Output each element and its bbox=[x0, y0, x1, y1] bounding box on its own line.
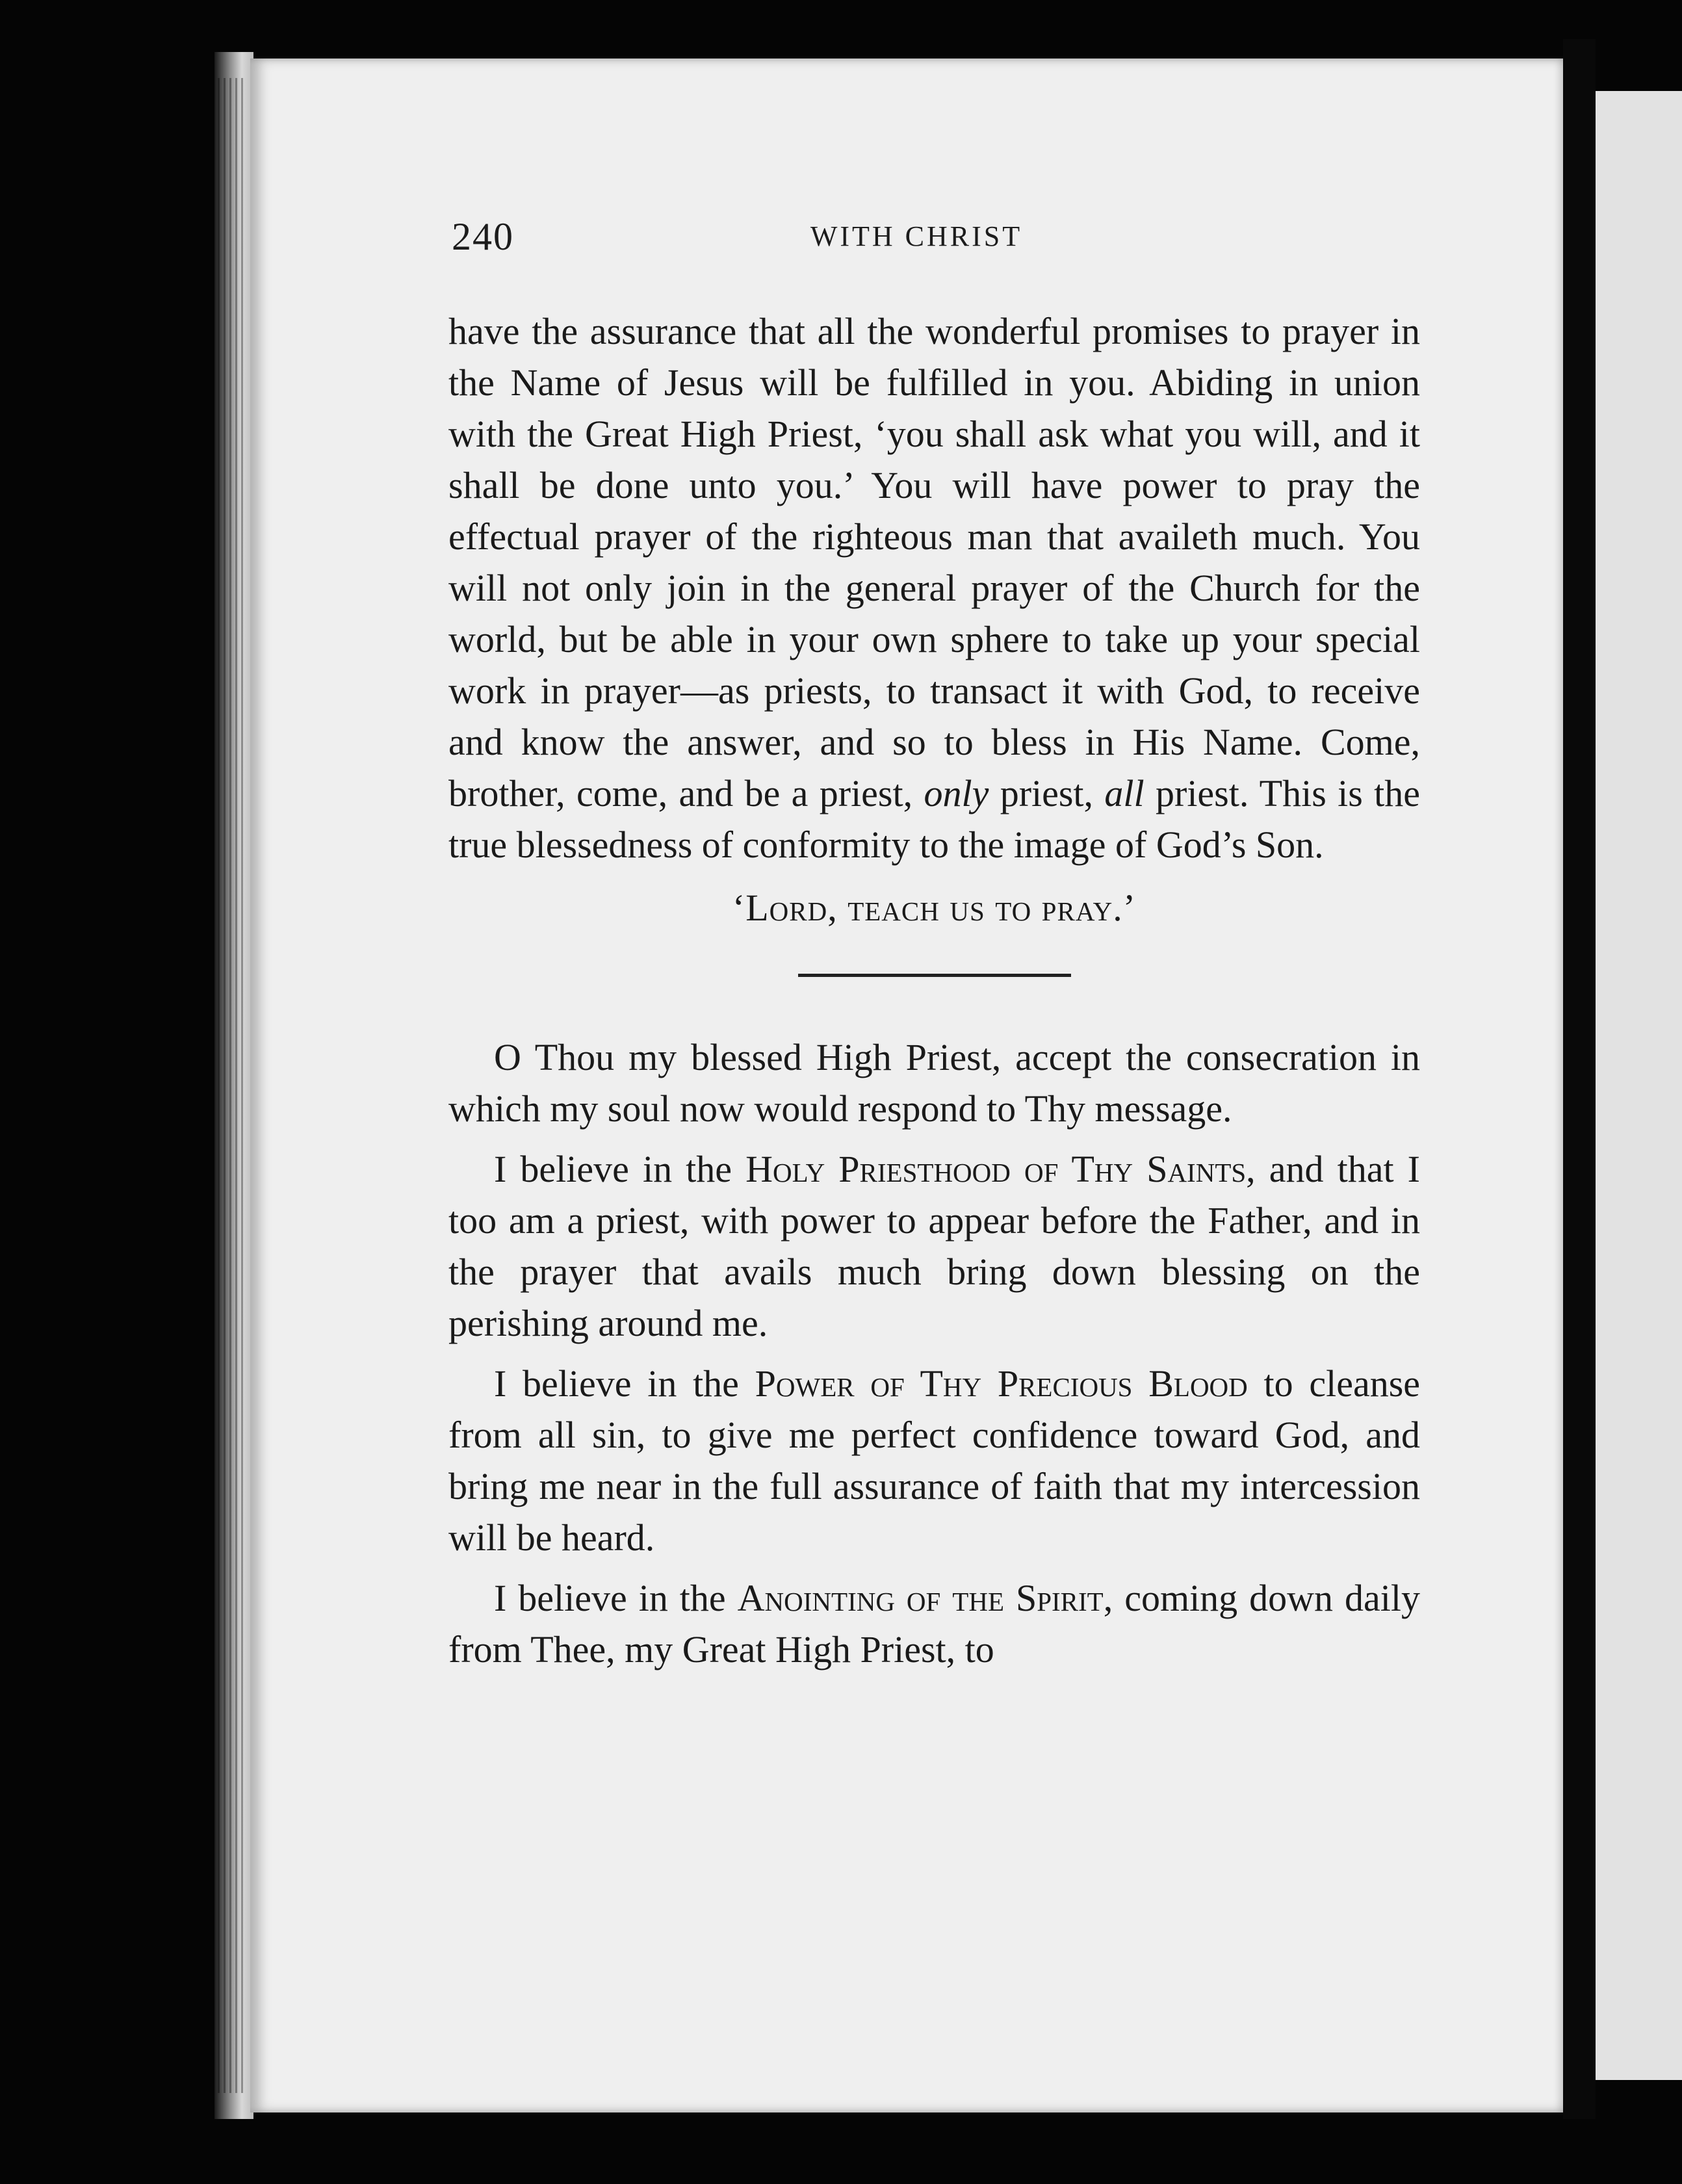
running-title: WITH CHRIST bbox=[810, 220, 1023, 252]
paragraph-1-text-c: priest. This is the true blessedness of conformity to the image of God’s Son. bbox=[448, 772, 1421, 866]
paragraph-3-text-a: I believe in the bbox=[494, 1148, 732, 1190]
paragraph-3-text-b: , and that I too am a priest, with power to appear before the Father, and in the prayer that avails much bring down blessing on the perishing around me. bbox=[448, 1148, 1420, 1344]
paragraph-4-text-b: to cleanse from all sin, to give me perfect confidence toward God, and bring me near in the full assurance of faith that my intercession will be heard. bbox=[448, 1362, 1421, 1559]
paragraph-1-text-a: have the assurance that all the wonderful promises to prayer in the Name of Jesus will be fulfilled in you. Abiding in union with the Great High Priest, ‘you shall ask what you will, and it shall be done unto you.’ You will have power to pray the effectual prayer of the righteous man that availeth much. You will not only join in the general prayer of the Church for the world, but be able in your own sphere to take up your special work in prayer—as priests, to transact it with God, to receive and know the answer, and so to bless in His Name. Come, brother, come, and be a priest, bbox=[448, 310, 1420, 814]
gutter-shadow bbox=[1563, 39, 1596, 2119]
paragraph-5-text-b: , coming down daily from Thee, my Great High Priest, to bbox=[448, 1577, 1420, 1670]
paragraph-5 bbox=[448, 1572, 1420, 1675]
page-body bbox=[448, 306, 1420, 1675]
small-caps-precious-blood: Power of Thy Precious Blood bbox=[755, 1362, 1248, 1405]
paragraph-2: O Thou my blessed High Priest, accept the consecration in which my soul now would respond to Thy message. bbox=[448, 1036, 1420, 1130]
paragraph-4 bbox=[448, 1358, 1420, 1563]
small-caps-anointing: Anointing of the Spirit bbox=[737, 1577, 1104, 1619]
emphasis-only: only bbox=[924, 772, 989, 814]
paragraph-4-text-a: I believe in the bbox=[494, 1362, 739, 1405]
paragraph-3 bbox=[448, 1143, 1420, 1349]
page-header bbox=[452, 214, 1381, 266]
small-caps-holy-priesthood: Holy Priesthood of Thy Saints bbox=[745, 1148, 1247, 1190]
paragraph-1-text-b: priest, bbox=[1000, 772, 1094, 814]
paragraph-1 bbox=[448, 306, 1420, 870]
page-number: 240 bbox=[452, 215, 514, 258]
section-divider bbox=[798, 974, 1071, 977]
refrain-line: ‘Lord, teach us to pray.’ bbox=[732, 887, 1137, 929]
paragraph-5-text-a: I believe in the bbox=[494, 1577, 726, 1619]
emphasis-all: all bbox=[1104, 772, 1145, 814]
facing-page-edge bbox=[1596, 91, 1682, 2080]
spine-edge-lines bbox=[218, 78, 244, 2093]
